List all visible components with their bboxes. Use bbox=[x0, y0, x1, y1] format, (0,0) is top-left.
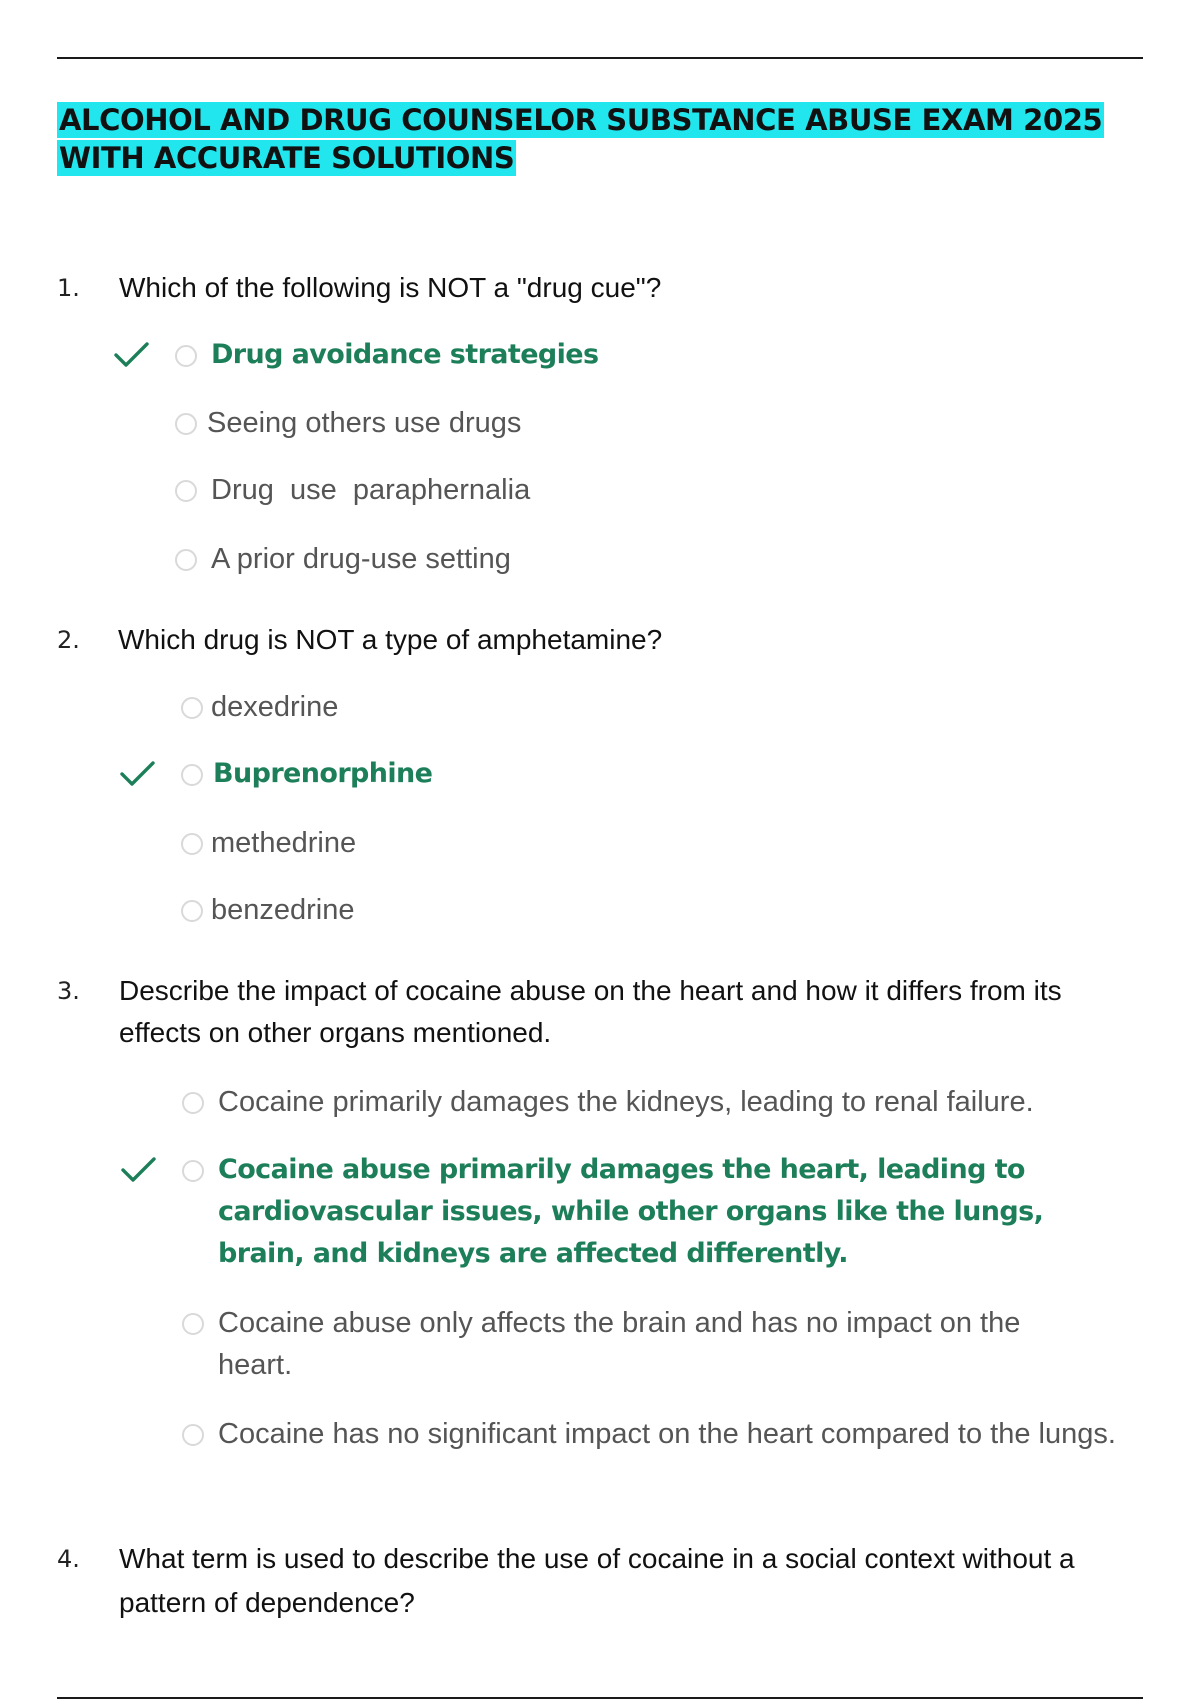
radio-circle-icon[interactable] bbox=[181, 900, 203, 922]
radio-circle-icon[interactable] bbox=[181, 764, 203, 786]
radio-circle-icon[interactable] bbox=[182, 1092, 204, 1114]
check-icon bbox=[118, 759, 158, 789]
radio-circle-icon[interactable] bbox=[182, 1160, 204, 1182]
option-text: Drug avoidance strategies bbox=[211, 339, 599, 370]
question-number: 2. bbox=[57, 626, 80, 654]
question-number: 3. bbox=[57, 977, 80, 1005]
radio-circle-icon[interactable] bbox=[175, 413, 197, 435]
option-text: A prior drug-use setting bbox=[211, 543, 511, 575]
bottom-divider bbox=[57, 1697, 1143, 1699]
radio-circle-icon[interactable] bbox=[181, 697, 203, 719]
check-icon bbox=[112, 340, 152, 370]
question-number: 4. bbox=[57, 1545, 80, 1573]
question-4 bbox=[57, 1537, 1147, 1625]
question-text: Which drug is NOT a type of amphetamine? bbox=[118, 624, 663, 655]
radio-circle-icon[interactable] bbox=[175, 549, 197, 571]
question-2 bbox=[57, 619, 1147, 661]
option-text: Buprenorphine bbox=[213, 758, 433, 789]
option-text: methedrine bbox=[211, 827, 357, 859]
check-icon bbox=[119, 1155, 159, 1185]
question-number: 1. bbox=[57, 274, 80, 302]
option-text: Cocaine abuse primarily damages the heart, leading to cardiovascular issues, while other organs like the lungs, brain, and kidneys are affected differently. bbox=[218, 1154, 1044, 1269]
radio-circle-icon[interactable] bbox=[181, 833, 203, 855]
option-text: Cocaine has no significant impact on the heart compared to the lungs. bbox=[218, 1418, 1116, 1450]
radio-circle-icon[interactable] bbox=[175, 480, 197, 502]
document-title bbox=[57, 101, 1147, 177]
option-text: dexedrine bbox=[211, 691, 339, 723]
option-text: Drug use paraphernalia bbox=[211, 474, 531, 506]
question-2-prompt bbox=[57, 619, 1147, 661]
question-3 bbox=[57, 970, 1147, 1054]
question-text: What term is used to describe the use of cocaine in a social context without a pattern of dependence? bbox=[119, 1543, 1075, 1618]
question-4-prompt bbox=[57, 1537, 1119, 1625]
option-text: Seeing others use drugs bbox=[207, 407, 522, 439]
radio-circle-icon[interactable] bbox=[175, 345, 197, 367]
question-1 bbox=[57, 267, 1147, 309]
question-text: Describe the impact of cocaine abuse on the heart and how it differs from its effects on other organs mentioned. bbox=[119, 975, 1062, 1048]
option-text: benzedrine bbox=[211, 894, 355, 926]
title-highlight: ALCOHOL AND DRUG COUNSELOR SUBSTANCE ABUSE EXAM 2025 WITH ACCURATE SOLUTIONS bbox=[59, 103, 1103, 175]
question-1-prompt bbox=[57, 267, 1147, 309]
question-text: Which of the following is NOT a "drug cue"? bbox=[119, 272, 662, 303]
radio-circle-icon[interactable] bbox=[182, 1313, 204, 1335]
option-text: Cocaine abuse only affects the brain and has no impact on the heart. bbox=[218, 1307, 1021, 1381]
radio-circle-icon[interactable] bbox=[182, 1424, 204, 1446]
question-3-prompt bbox=[57, 970, 1119, 1054]
option-text: Cocaine primarily damages the kidneys, leading to renal failure. bbox=[218, 1086, 1034, 1118]
top-divider bbox=[57, 57, 1143, 59]
